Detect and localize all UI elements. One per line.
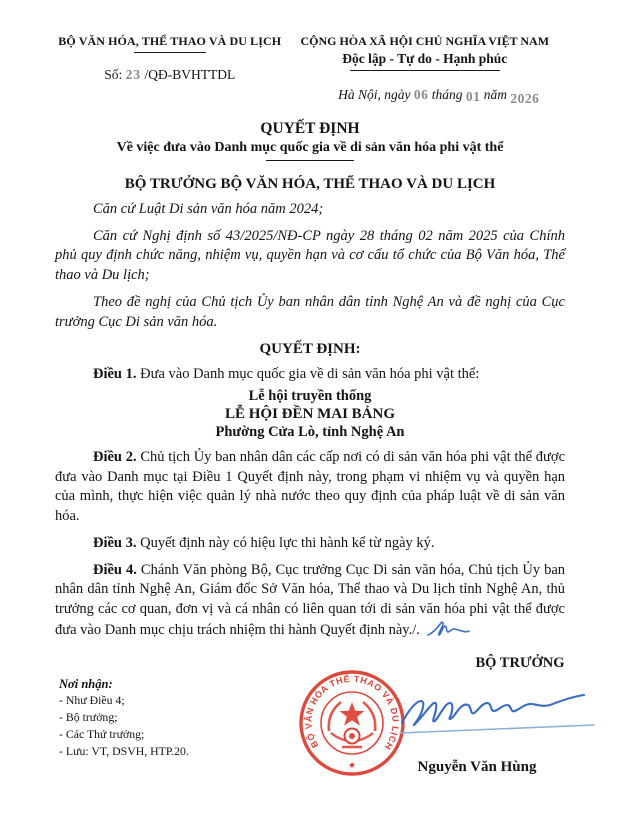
signer-name: Nguyễn Văn Hùng <box>417 758 537 775</box>
signature-section <box>55 651 565 835</box>
document-subtitle: Về việc đưa vào Danh mục quốc gia về di sản văn hóa phi vật thể <box>116 140 504 155</box>
article-1 <box>55 365 565 385</box>
heritage-name: LỄ HỘI ĐỀN MAI BẢNG <box>224 406 396 423</box>
recipient-item: - Các Thứ trưởng; <box>59 726 145 741</box>
recipient-item: - Bộ trưởng; <box>59 709 118 724</box>
number-label: Số: <box>104 67 123 82</box>
signer-title: BỘ TRƯỞNG <box>475 654 565 671</box>
issuer-underline <box>134 52 206 53</box>
recipients-label: Nơi nhận: <box>59 676 113 691</box>
national-block <box>285 34 566 106</box>
preamble-paragraph: Theo đề nghị của Chủ tịch Ủy ban nhân dân tỉnh Nghệ An và đề nghị của Cục trưởng Cục Di sản văn hóa. <box>55 293 565 330</box>
article-2-label: Điều 2. <box>93 449 137 466</box>
national-motto-line2: Độc lập - Tự do - Hạnh phúc <box>342 51 508 66</box>
article-1-label: Điều 1. <box>93 366 137 383</box>
article-2-text: Chủ tịch Ủy ban nhân dân các cấp nơi có di sản văn hóa phi vật thể được đưa vào Danh mục tại Điều 1 Quyết định này, trong phạm vi nhiệm vụ và quyền hạn của mình, thực hiện việc quản lý nhà nước theo quy định của pháp luật về di sản văn hóa. <box>55 449 566 525</box>
motto-underline <box>350 70 500 71</box>
authority-title: BỘ TRƯỞNG BỘ VĂN HÓA, THỂ THAO VÀ DU LỊCH <box>124 176 496 192</box>
dateline <box>285 87 566 106</box>
seal-ring-text: BỘ VĂN HÓA THỂ THAO VÀ DU LỊCH <box>303 673 401 752</box>
dateline-year-stamp: 2026 <box>510 91 540 106</box>
document-title: QUYẾT ĐỊNH <box>260 120 360 137</box>
preamble-paragraph: Căn cứ Nghị định số 43/2025/NĐ-CP ngày 28 tháng 02 năm 2025 của Chính phủ quy định chức năng, nhiệm vụ, quyền hạn và cơ cấu tổ chức của Bộ Văn hóa, Thể thao và Du lịch; <box>55 227 565 284</box>
recipients-block <box>59 677 189 760</box>
dateline-month-stamp: 01 <box>465 89 481 104</box>
issuer-block <box>55 34 285 103</box>
seal-bottom-star: ★ <box>347 759 357 770</box>
article-1-text: Đưa vào Danh mục quốc gia về di sản văn hóa phi vật thể: <box>140 366 480 383</box>
signature-scrawl-icon <box>398 679 598 745</box>
dateline-place: Hà Nội, ngày <box>338 87 411 102</box>
subtitle-underline <box>266 160 354 161</box>
article-3-label: Điều 3. <box>93 534 137 551</box>
national-motto-line1: CỘNG HÒA XÃ HỘI CHỦ NGHĨA VIỆT NAM <box>300 34 550 48</box>
article-4-label: Điều 4. <box>93 561 137 578</box>
document-number <box>55 67 285 83</box>
number-value-stamp: 23 <box>125 67 142 82</box>
issuer-name: BỘ VĂN HÓA, THỂ THAO VÀ DU LỊCH <box>58 34 282 48</box>
national-emblem-icon <box>329 702 376 747</box>
heritage-location: Phường Cửa Lò, tỉnh Nghệ An <box>215 424 405 441</box>
dateline-thang: tháng <box>431 87 463 102</box>
article-4-text: Chánh Văn phòng Bộ, Cục trưởng Cục Di sản văn hóa, Chủ tịch Ủy ban nhân dân tỉnh Nghệ An, Giám đốc Sở Văn hóa, Thể thao và Du lịch tỉnh Nghệ An, thủ trưởng các cơ quan, đơn vị và cá nhân có liên quan tới di sản văn hóa phi vật thể được đưa vào Danh mục chịu trách nhiệm thi hành Quyết định này./. <box>55 561 566 638</box>
dateline-day-stamp: 06 <box>413 87 429 102</box>
preamble-paragraph: Căn cứ Luật Di sản văn hóa năm 2024; <box>93 201 324 217</box>
article-3-text: Quyết định này có hiệu lực thi hành kể từ ngày ký. <box>140 534 435 551</box>
heritage-type: Lễ hội truyền thống <box>248 388 372 405</box>
article-2 <box>55 448 565 527</box>
number-symbol: /QĐ-BVHTTDL <box>144 67 236 82</box>
decision-heading: QUYẾT ĐỊNH: <box>259 341 361 358</box>
article-3 <box>55 534 565 554</box>
handwritten-signature <box>398 679 598 745</box>
recipient-item: - Như Điều 4; <box>59 692 125 707</box>
article-4 <box>55 561 565 641</box>
initial-paraph-icon <box>426 620 470 640</box>
document-header <box>55 34 565 106</box>
dateline-nam: năm <box>483 87 507 102</box>
recipient-item: - Lưu: VT, DSVH, HTP.20. <box>59 743 189 758</box>
